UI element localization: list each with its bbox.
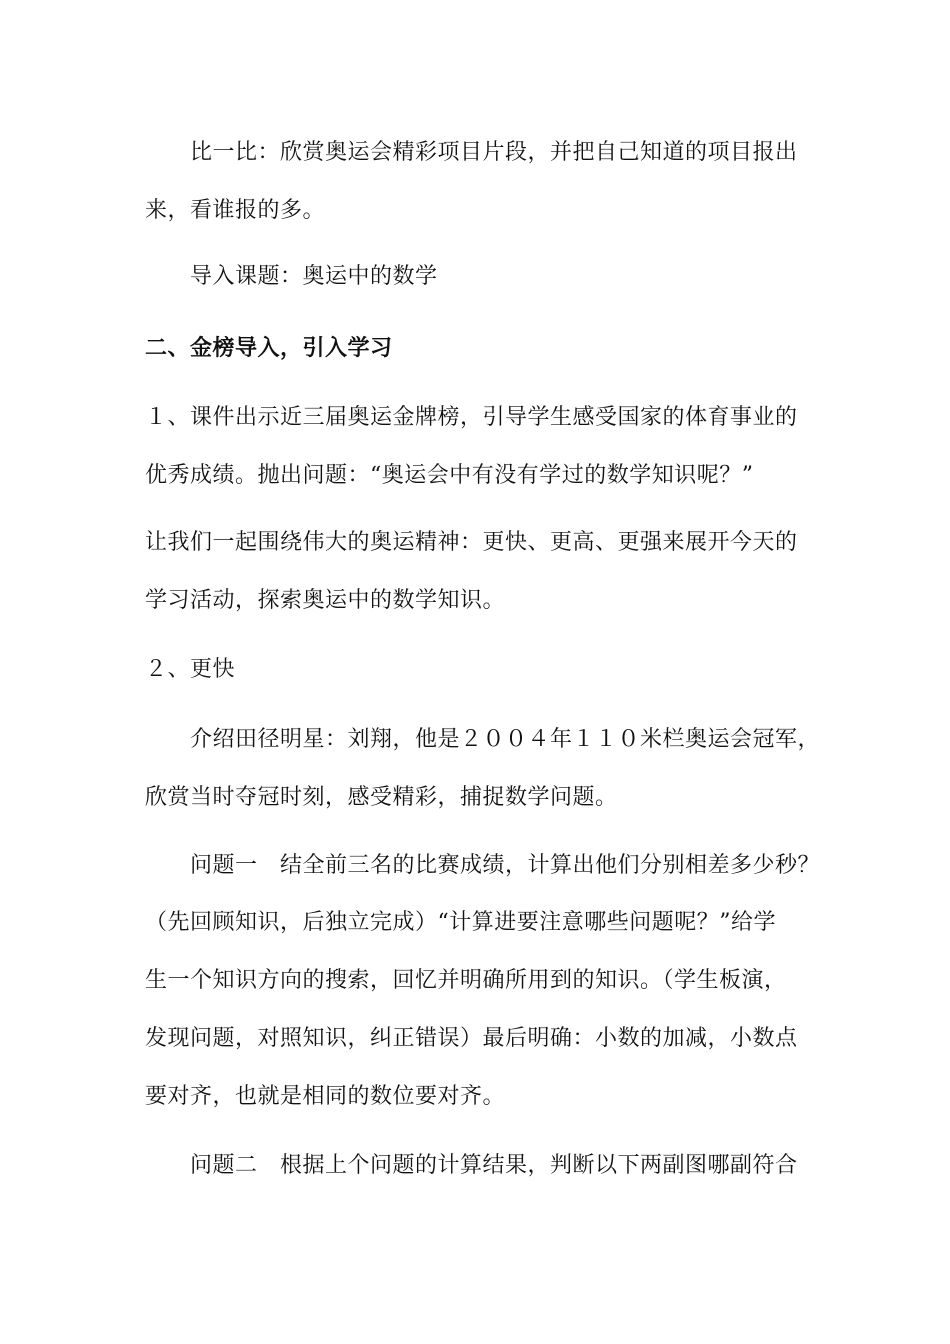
paragraph-star-line-2: 欣赏当时夺冠时刻，感受精彩，捕捉数学问题。 bbox=[145, 785, 618, 810]
paragraph-question-1-line-2: （先回顾知识，后独立完成）“计算进要注意哪些问题呢？”给学 bbox=[145, 910, 776, 935]
paragraph-compare-line-1: 比一比：欣赏奥运会精彩项目片段，并把自己知道的项目报出 bbox=[190, 140, 798, 165]
paragraph-question-1-line-3: 生一个知识方向的搜索，回忆并明确所用到的知识。（学生板演， bbox=[145, 968, 787, 993]
paragraph-item-2: ２、更快 bbox=[145, 657, 236, 682]
paragraph-spirit-line-2: 学习活动，探索奥运中的数学知识。 bbox=[145, 588, 506, 613]
section-heading-2: 二、金榜导入，引入学习 bbox=[145, 335, 393, 361]
paragraph-item-1-line-2: 优秀成绩。抛出问题：“奥运会中有没有学过的数学知识呢？” bbox=[145, 463, 754, 488]
paragraph-compare-line-2: 来，看谁报的多。 bbox=[145, 198, 326, 223]
paragraph-question-2-line-1: 问题二 根据上个问题的计算结果，判断以下两副图哪副符合 bbox=[190, 1153, 798, 1178]
paragraph-question-1-line-4: 发现问题，对照知识，纠正错误）最后明确：小数的加减，小数点 bbox=[145, 1026, 798, 1051]
paragraph-question-1-line-1: 问题一 结全前三名的比赛成绩，计算出他们分别相差多少秒？ bbox=[190, 853, 821, 878]
paragraph-intro-topic: 导入课题：奥运中的数学 bbox=[190, 264, 438, 289]
paragraph-question-1-line-5: 要对齐，也就是相同的数位要对齐。 bbox=[145, 1084, 506, 1109]
paragraph-item-1-line-1: １、课件出示近三届奥运金牌榜，引导学生感受国家的体育事业的 bbox=[145, 405, 798, 430]
paragraph-star-line-1: 介绍田径明星：刘翔，他是２００４年１１０米栏奥运会冠军， bbox=[190, 727, 821, 752]
paragraph-spirit-line-1: 让我们一起围绕伟大的奥运精神：更快、更高、更强来展开今天的 bbox=[145, 530, 798, 555]
